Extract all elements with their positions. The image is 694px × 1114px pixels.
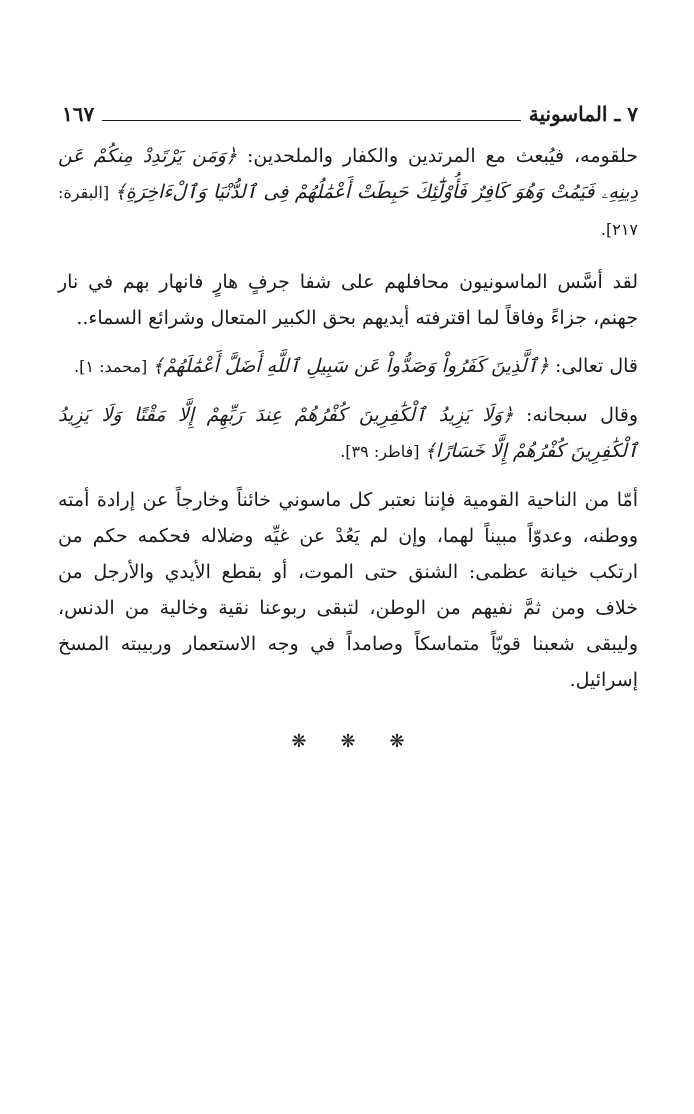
paragraph-5 bbox=[58, 482, 638, 698]
paragraph-1 bbox=[58, 138, 638, 248]
paragraph-5-text: أمّا من الناحية القومية فإننا نعتبر كل ماسوني خائناً وخارجاً عن إرادة أمته ووطنه، وعدوّاً مبيناً لهما، وإن لم يَعُدْ عن غيِّه وضلاله فحكمه حكم من ارتكب خيانة عظمى: الشنق حتى الموت، أو بقطع الأيدي والأرجل من خلاف ومن ثمَّ نفيهم من الوطن، لتبقى ربوعنا نقية وخالية من الدنس، وليبقى شعبنا قويّاً متماسكاً وصامداً في وجه الاستعمار وربيبته المسخ إسرائيل. bbox=[58, 489, 638, 691]
paragraph-4 bbox=[58, 397, 638, 470]
paragraph-2-text: لقد أسَّس الماسونيون محافلهم على شفا جرفٍ هارٍ فانهار بهم في نار جهنم، جزاءً وفاقاً لما اقترفته أيديهم بحق الكبير المتعال وشرائع السماء.. bbox=[58, 271, 638, 329]
page-header bbox=[62, 94, 638, 124]
verse-reference-baqarah: [البقرة: ٢١٧]. bbox=[58, 183, 638, 239]
paragraph-3 bbox=[58, 348, 638, 385]
paragraph-3-text: قال تعالى: bbox=[548, 355, 638, 377]
running-title: ٧ ـ الماسونية bbox=[528, 102, 638, 126]
page-body bbox=[58, 138, 638, 760]
separator-star-icon: ❋ bbox=[389, 731, 405, 752]
section-separator bbox=[58, 724, 638, 760]
verse-reference-fatir: [فاطر: ٣٩]. bbox=[340, 442, 425, 461]
quran-verse-fatir: ﴿وَلَا يَزِيدُ ٱلْكَٰفِرِينَ كُفْرُهُمْ عِندَ رَبِّهِمْ إِلَّا مَقْتًا وَلَا يَزِيدُ ٱلْكَٰفِرِينَ كُفْرُهُمْ إِلَّا خَسَارًا﴾ bbox=[58, 404, 638, 462]
verse-reference-muhammad: [محمد: ١]. bbox=[74, 357, 153, 376]
header-rule bbox=[102, 120, 521, 121]
quran-verse-baqarah: ﴿وَمَن يَرْتَدِدْ مِنكُمْ عَن دِينِهِۦ فَيَمُتْ وَهُوَ كَافِرٌ فَأُوْلَٰٓئِكَ حَبِطَتْ أَعْمَٰلُهُمْ فِى ٱلدُّنْيَا وَٱلْءَاخِرَةِ﴾ bbox=[58, 145, 638, 203]
paragraph-1-text: حلقومه، فيُبعث مع المرتدين والكفار والملحدين: bbox=[237, 145, 638, 167]
quran-verse-muhammad: ﴿ٱلَّذِينَ كَفَرُواْ وَصَدُّواْ عَن سَبِيلِ ٱللَّهِ أَضَلَّ أَعْمَٰلَهُمْ﴾ bbox=[152, 355, 549, 377]
separator-star-icon: ❋ bbox=[291, 731, 307, 752]
paragraph-4-text: وقال سبحانه: bbox=[513, 404, 638, 426]
page-number: ١٦٧ bbox=[62, 102, 95, 126]
separator-star-icon: ❋ bbox=[340, 731, 356, 752]
paragraph-2 bbox=[58, 264, 638, 336]
